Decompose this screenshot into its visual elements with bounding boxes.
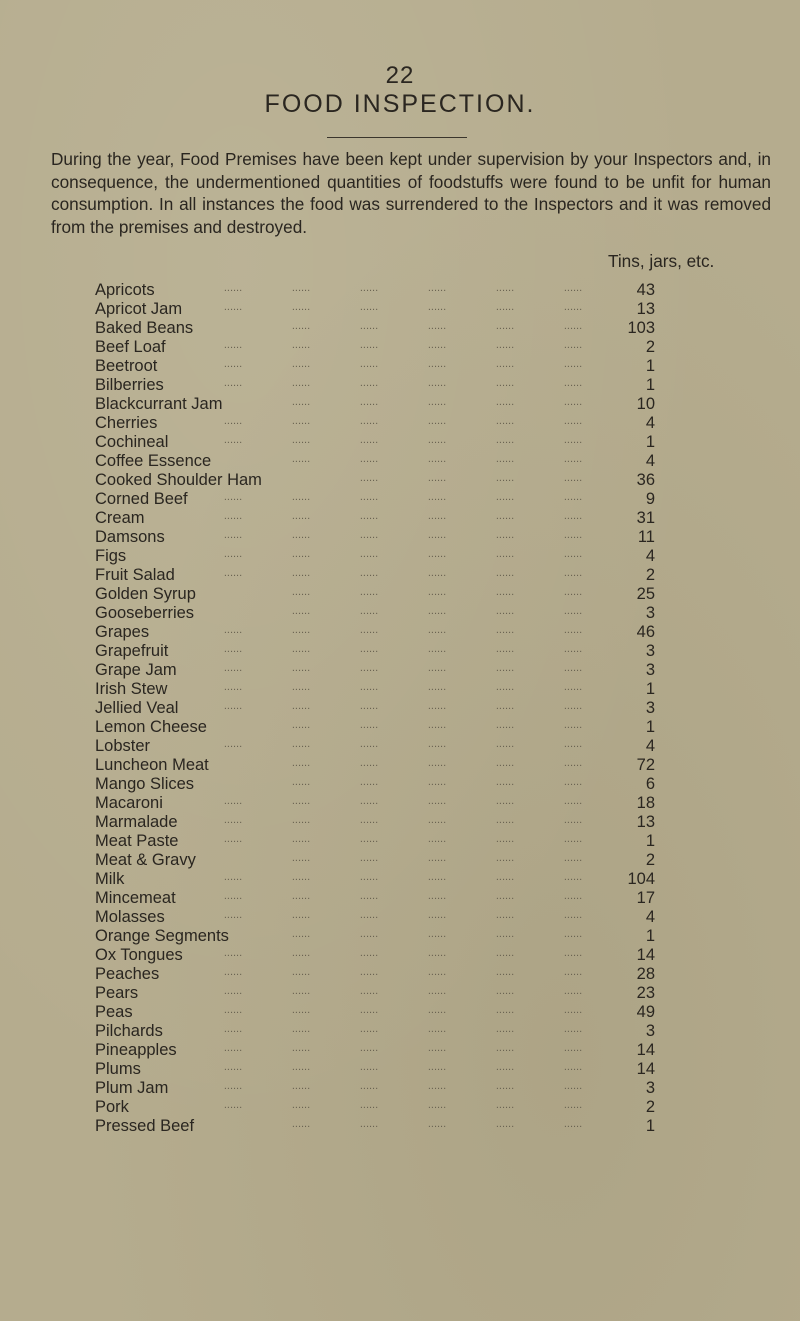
food-name: Pilchards <box>95 1022 163 1040</box>
dot-leaders: ...... ...... ...... ...... ...... <box>291 320 583 332</box>
quantity: 1 <box>645 376 655 394</box>
quantity: 1 <box>645 927 655 945</box>
quantity: 3 <box>645 1079 655 1097</box>
dot-leaders: ...... ...... ...... ...... ...... ...... <box>223 301 583 313</box>
quantity: 18 <box>636 794 655 812</box>
food-name: Lemon Cheese <box>95 718 207 736</box>
dot-leaders: ...... ...... ...... ...... ...... ...... <box>223 624 583 636</box>
dot-leaders: ...... ...... ...... ...... ...... ...... <box>223 662 583 674</box>
dot-leaders: ...... ...... ...... ...... ...... <box>291 586 583 598</box>
dot-leaders: ...... ...... ...... ...... ...... ...... <box>223 377 583 389</box>
dot-leaders: ...... ...... ...... ...... ...... ...... <box>223 643 583 655</box>
quantity: 3 <box>645 604 655 622</box>
food-name: Apricots <box>95 281 155 299</box>
quantity: 2 <box>645 566 655 584</box>
dot-leaders: ...... ...... ...... ...... ...... ...... <box>223 814 583 826</box>
quantity: 11 <box>637 528 655 546</box>
food-name: Baked Beans <box>95 319 194 337</box>
quantity: 4 <box>645 737 655 755</box>
food-name: Irish Stew <box>95 680 168 698</box>
quantity: 28 <box>636 965 655 983</box>
food-name: Grapes <box>95 623 150 641</box>
food-name: Damsons <box>95 528 165 546</box>
food-name: Ox Tongues <box>95 946 183 964</box>
dot-leaders: ...... ...... ...... ...... <box>359 472 583 484</box>
food-name: Luncheon Meat <box>95 756 209 774</box>
quantity: 3 <box>645 699 655 717</box>
quantity: 36 <box>636 471 655 489</box>
quantity: 13 <box>636 813 655 831</box>
food-name: Apricot Jam <box>95 300 183 318</box>
quantity: 6 <box>645 775 655 793</box>
quantity: 9 <box>645 490 655 508</box>
dot-leaders: ...... ...... ...... ...... ...... ...... <box>223 966 583 978</box>
quantity: 14 <box>636 946 655 964</box>
food-name: Pineapples <box>95 1041 177 1059</box>
food-name: Golden Syrup <box>95 585 196 603</box>
food-name: Plums <box>95 1060 141 1078</box>
dot-leaders: ...... ...... ...... ...... ...... ...... <box>223 947 583 959</box>
food-name: Orange Segments <box>95 927 229 945</box>
food-name: Meat & Gravy <box>95 851 196 869</box>
quantity: 17 <box>636 889 655 907</box>
quantity: 4 <box>645 908 655 926</box>
food-name: Mango Slices <box>95 775 195 793</box>
quantity: 3 <box>645 1022 655 1040</box>
food-name: Cherries <box>95 414 158 432</box>
dot-leaders: ...... ...... ...... ...... ...... ...... <box>223 890 583 902</box>
dot-leaders: ...... ...... ...... ...... ...... <box>291 719 583 731</box>
dot-leaders: ...... ...... ...... ...... ...... ...... <box>223 529 583 541</box>
quantity: 1 <box>645 680 655 698</box>
quantity: 2 <box>645 1098 655 1116</box>
food-name: Blackcurrant Jam <box>95 395 223 413</box>
food-name: Grapefruit <box>95 642 169 660</box>
dot-leaders: ...... ...... ...... ...... ...... ...... <box>223 1004 583 1016</box>
dot-leaders: ...... ...... ...... ...... ...... ...... <box>223 548 583 560</box>
dot-leaders: ...... ...... ...... ...... ...... ...... <box>223 1023 583 1035</box>
food-name: Peas <box>95 1003 133 1021</box>
intro-paragraph: During the year, Food Premises have been kept under supervision by your Inspectors and, in consequence, the undermentioned quantities of foodstuffs were found to be unfit for human consumption. In all instances the food was surrendered to the Inspectors and it was removed from the premises and destroyed. <box>51 149 771 237</box>
dot-leaders: ...... ...... ...... ...... ...... ...... <box>223 510 583 522</box>
food-name: Fruit Salad <box>95 566 175 584</box>
food-name: Cream <box>95 509 145 527</box>
dot-leaders: ...... ...... ...... ...... ...... ...... <box>223 738 583 750</box>
column-header: Tins, jars, etc. <box>608 251 715 271</box>
quantity: 31 <box>636 509 655 527</box>
list-item <box>95 1117 655 1136</box>
food-name: Cochineal <box>95 433 169 451</box>
dot-leaders: ...... ...... ...... ...... ...... ...... <box>223 985 583 997</box>
food-name: Pressed Beef <box>95 1117 195 1135</box>
food-name: Corned Beef <box>95 490 188 508</box>
quantity: 72 <box>636 756 655 774</box>
dot-leaders: ...... ...... ...... ...... ...... ...... <box>223 1099 583 1111</box>
dot-leaders: ...... ...... ...... ...... ...... ...... <box>223 282 583 294</box>
food-name: Milk <box>95 870 125 888</box>
quantity: 4 <box>645 414 655 432</box>
food-name: Jellied Veal <box>95 699 179 717</box>
dot-leaders: ...... ...... ...... ...... ...... ...... <box>223 700 583 712</box>
dot-leaders: ...... ...... ...... ...... ...... <box>291 757 583 769</box>
food-name: Figs <box>95 547 127 565</box>
food-name: Peaches <box>95 965 160 983</box>
food-name: Bilberries <box>95 376 164 394</box>
food-name: Pears <box>95 984 139 1002</box>
food-name: Marmalade <box>95 813 178 831</box>
quantity: 43 <box>636 281 655 299</box>
dot-leaders: ...... ...... ...... ...... ...... <box>291 605 583 617</box>
page-title: FOOD INSPECTION. <box>264 90 536 118</box>
dot-leaders: ...... ...... ...... ...... ...... ...... <box>223 434 583 446</box>
food-name: Meat Paste <box>95 832 179 850</box>
dot-leaders: ...... ...... ...... ...... ...... ...... <box>223 871 583 883</box>
quantity: 2 <box>645 338 655 356</box>
food-name: Macaroni <box>95 794 163 812</box>
quantity: 4 <box>645 547 655 565</box>
quantity: 3 <box>645 661 655 679</box>
quantity: 49 <box>636 1003 655 1021</box>
quantity: 1 <box>645 433 655 451</box>
title-divider <box>327 137 467 138</box>
food-name: Pork <box>95 1098 129 1116</box>
food-name: Cooked Shoulder Ham <box>95 471 262 489</box>
dot-leaders: ...... ...... ...... ...... ...... ...... <box>223 795 583 807</box>
quantity: 25 <box>636 585 655 603</box>
quantity: 14 <box>636 1041 655 1059</box>
food-name: Beetroot <box>95 357 158 375</box>
quantity: 14 <box>636 1060 655 1078</box>
food-list <box>95 281 655 1136</box>
food-name: Mincemeat <box>95 889 176 907</box>
dot-leaders: ...... ...... ...... ...... ...... <box>291 396 583 408</box>
dot-leaders: ...... ...... ...... ...... ...... <box>291 852 583 864</box>
dot-leaders: ...... ...... ...... ...... ...... <box>291 928 583 940</box>
dot-leaders: ...... ...... ...... ...... ...... <box>291 453 583 465</box>
dot-leaders: ...... ...... ...... ...... ...... <box>291 1118 583 1130</box>
page-number: 22 <box>385 62 415 89</box>
dot-leaders: ...... ...... ...... ...... ...... ...... <box>223 909 583 921</box>
dot-leaders: ...... ...... ...... ...... ...... ...... <box>223 567 583 579</box>
dot-leaders: ...... ...... ...... ...... ...... ...... <box>223 339 583 351</box>
dot-leaders: ...... ...... ...... ...... ...... ...... <box>223 358 583 370</box>
dot-leaders: ...... ...... ...... ...... ...... ...... <box>223 833 583 845</box>
quantity: 4 <box>645 452 655 470</box>
food-name: Lobster <box>95 737 151 755</box>
dot-leaders: ...... ...... ...... ...... ...... ...... <box>223 1080 583 1092</box>
quantity: 3 <box>645 642 655 660</box>
quantity: 104 <box>627 870 655 888</box>
quantity: 46 <box>636 623 655 641</box>
food-name: Molasses <box>95 908 165 926</box>
food-name: Beef Loaf <box>95 338 166 356</box>
quantity: 23 <box>636 984 655 1002</box>
quantity: 1 <box>645 357 655 375</box>
dot-leaders: ...... ...... ...... ...... ...... ...... <box>223 1061 583 1073</box>
quantity: 2 <box>645 851 655 869</box>
food-name: Coffee Essence <box>95 452 212 470</box>
quantity: 1 <box>645 832 655 850</box>
dot-leaders: ...... ...... ...... ...... ...... ...... <box>223 1042 583 1054</box>
food-name: Gooseberries <box>95 604 195 622</box>
dot-leaders: ...... ...... ...... ...... ...... ...... <box>223 415 583 427</box>
quantity: 10 <box>636 395 655 413</box>
food-name: Grape Jam <box>95 661 177 679</box>
quantity: 1 <box>645 1117 655 1135</box>
dot-leaders: ...... ...... ...... ...... ...... ...... <box>223 491 583 503</box>
quantity: 1 <box>645 718 655 736</box>
dot-leaders: ...... ...... ...... ...... ...... <box>291 776 583 788</box>
dot-leaders: ...... ...... ...... ...... ...... ...... <box>223 681 583 693</box>
quantity: 103 <box>627 319 655 337</box>
quantity: 13 <box>636 300 655 318</box>
food-name: Plum Jam <box>95 1079 169 1097</box>
